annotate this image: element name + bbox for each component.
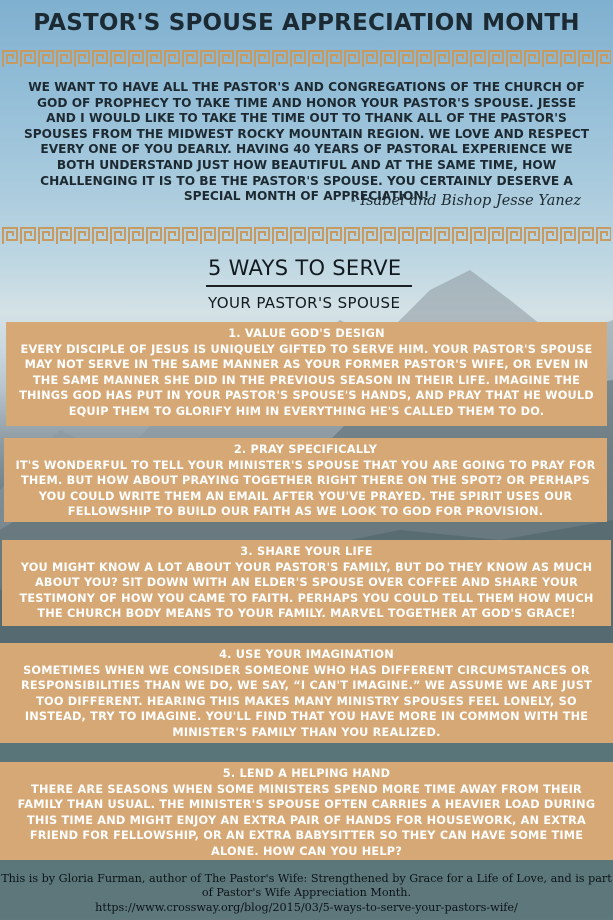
way-card-1 [6, 322, 607, 426]
way-body: THERE ARE SEASONS WHEN SOME MINISTERS SPEND MORE TIME AWAY FROM THEIR FAMILY THAN USUAL. THE MINISTER'S SPOUSE OFTEN CARRIES A HEAVIER LOAD DURING THIS TIME AND MIGHT ENJOY AN EXTRA PAIR OF HANDS FOR HOUSEWORK, AN EXTRA FRIEND FOR FELLOWSHIP, OR AN EXTRA BABYSITTER SO THEY CAN HAVE SOME TIME ALONE. HOW CAN YOU HELP? [17, 782, 596, 858]
footer-credit [0, 872, 613, 915]
ways-subtitle: YOUR PASTOR'S SPOUSE [208, 294, 401, 312]
way-body: EVERY DISCIPLE OF JESUS IS UNIQUELY GIFTED TO SERVE HIM. YOUR PASTOR'S SPOUSE MAY NOT SERVE IN THE SAME MANNER AS YOUR FORMER PASTOR'S WIFE, OR EVEN IN THE SAME MANNER SHE DID IN THE PREVIOUS SEASON IN THEIR LIFE. IMAGINE THE THINGS GOD HAS PUT IN YOUR PASTOR'S SPOUSE'S HANDS, AND PRAY THAT HE WOULD EQUIP THEM TO GLORIFY HIM IN EVERYTHING HE'S CALLED THEM TO DO. [19, 342, 594, 418]
way-card-4 [0, 643, 613, 743]
way-card-5 [0, 762, 613, 860]
ways-title: 5 WAYS TO SERVE [208, 256, 402, 280]
way-heading: 1. VALUE GOD'S DESIGN [228, 327, 385, 340]
footer-url-link[interactable]: https://www.crossway.org/blog/2015/03/5-ways-to-serve-your-pastors-wife/ [95, 900, 518, 914]
intro-message: WE WANT TO HAVE ALL THE PASTOR'S AND CONGREGATIONS OF THE CHURCH OF GOD OF PROPHECY TO TAKE TIME AND HONOR YOUR PASTOR'S SPOUSE. JESSE AND I WOULD LIKE TO TAKE THE TIME OUT TO THANK ALL OF THE PASTOR'S SPOUSES FROM THE MIDWEST ROCKY MOUNTAIN REGION. WE LOVE AND RESPECT EVERY ONE OF YOU DEARLY. HAVING 40 YEARS OF PASTORAL EXPERIENCE WE BOTH UNDERSTAND JUST HOW BEAUTIFUL AND AT THE SAME TIME, HOW CHALLENGING IT IS TO BE THE PASTOR'S SPOUSE. YOU CERTAINLY DESERVE A SPECIAL MONTH OF APPRECIATION! [23, 80, 590, 204]
way-heading: 5. LEND A HELPING HAND [222, 767, 391, 780]
signature: - Isabel and Bishop Jesse Yanez [350, 193, 581, 209]
way-heading: 4. USE YOUR IMAGINATION [219, 648, 394, 661]
greek-key-border-top [2, 50, 611, 68]
way-body: SOMETIMES WHEN WE CONSIDER SOMEONE WHO HAS DIFFERENT CIRCUMSTANCES OR RESPONSIBILITIES THAN WE DO, WE SAY, “I CAN'T IMAGINE.” WE ASSUME WE ARE JUST TOO DIFFERENT. HEARING THIS MAKES MANY MINISTRY SPOUSES FEEL LONELY, SO INSTEAD, TRY TO IMAGINE. YOU'LL FIND THAT YOU HAVE MORE IN COMMON WITH THE MINISTER'S FAMILY THAN YOU REALIZED. [20, 663, 593, 739]
page-title: PASTOR'S SPOUSE APPRECIATION MONTH [33, 10, 580, 36]
footer-credit-text: This is by Gloria Furman, author of The Pastor's Wife: Strengthened by Grace for a Life of Love, and is part of Pastor's Wife Appreciation Month. [1, 872, 612, 900]
way-body: YOU MIGHT KNOW A LOT ABOUT YOUR PASTOR'S FAMILY, BUT DO THEY KNOW AS MUCH ABOUT YOU? SIT DOWN WITH AN ELDER'S SPOUSE OVER COFFEE AND SHARE YOUR TESTIMONY OF HOW YOU CAME TO FAITH. PERHAPS YOU COULD TELL THEM HOW MUCH THE CHURCH BODY MEANS TO YOUR FAMILY. MARVEL TOGETHER AT GOD'S GRACE! [19, 560, 594, 621]
greek-key-border-bottom [2, 227, 611, 245]
way-heading: 2. PRAY SPECIFICALLY [233, 443, 378, 456]
way-body: IT'S WONDERFUL TO TELL YOUR MINISTER'S SPOUSE THAT YOU ARE GOING TO PRAY FOR THEM. BUT HOW ABOUT PRAYING TOGETHER RIGHT THERE ON THE SPOT? OR PERHAPS YOU COULD WRITE THEM AN EMAIL AFTER YOU'VE PRAYED. THE SPIRIT USES OUR FELLOWSHIP TO BUILD OUR FAITH AS WE LOOK TO GOD FOR PROVISION. [15, 458, 596, 519]
ways-divider [206, 285, 412, 287]
way-heading: 3. SHARE YOUR LIFE [240, 545, 373, 558]
way-card-3 [2, 540, 611, 626]
way-card-2 [4, 438, 607, 522]
